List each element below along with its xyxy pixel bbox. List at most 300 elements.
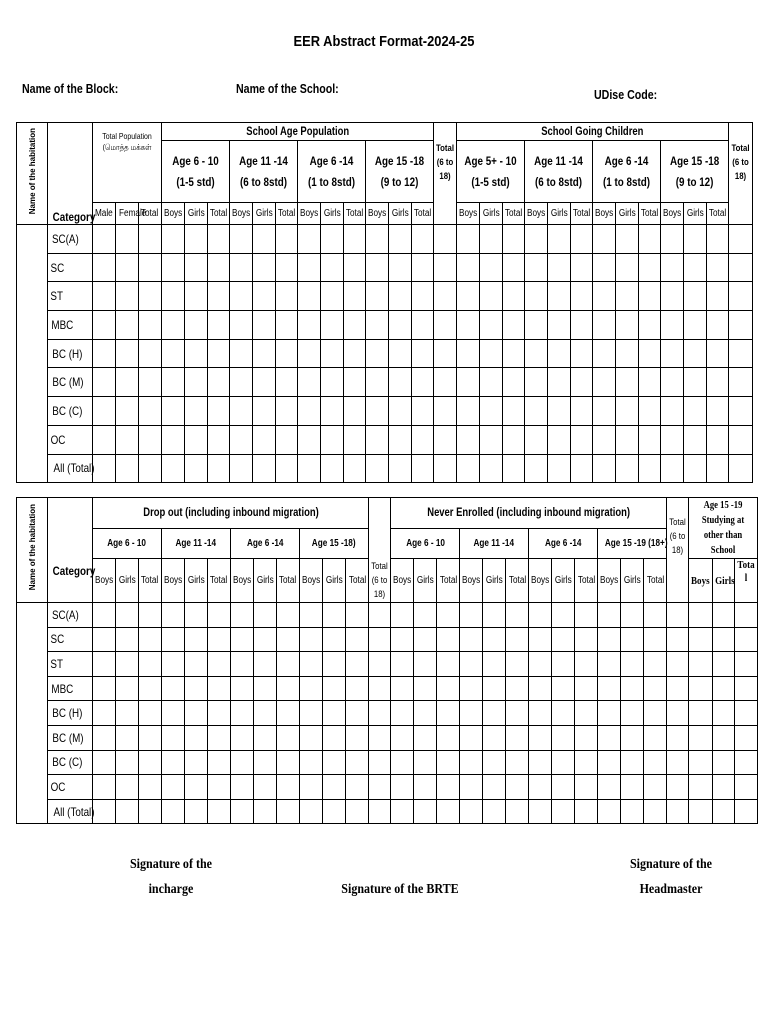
data-cell (321, 425, 344, 454)
data-cell (276, 282, 298, 311)
data-cell (684, 311, 707, 340)
data-cell (300, 701, 323, 726)
data-cell (277, 676, 300, 701)
data-cell (139, 775, 162, 800)
data-cell (460, 676, 483, 701)
category-header: Category (48, 498, 93, 603)
data-cell (548, 225, 571, 254)
data-cell (593, 454, 616, 483)
data-cell (480, 282, 503, 311)
data-cell (460, 750, 483, 775)
data-cell (644, 701, 667, 726)
data-cell (391, 750, 414, 775)
data-cell (162, 652, 185, 677)
data-cell (689, 725, 713, 750)
data-cell (412, 454, 434, 483)
data-cell (231, 652, 254, 677)
girls-header: Girls (116, 559, 139, 603)
data-cell (369, 775, 391, 800)
female-header: Female (116, 203, 139, 225)
table-row (17, 652, 758, 677)
data-cell (483, 627, 506, 652)
data-cell (93, 725, 116, 750)
data-cell (208, 311, 230, 340)
data-cell (389, 368, 412, 397)
data-cell (457, 253, 480, 282)
data-cell (729, 454, 753, 483)
category-cell: BC (H) (48, 701, 93, 726)
data-cell (575, 775, 598, 800)
data-cell (457, 425, 480, 454)
data-cell (667, 750, 689, 775)
data-cell (598, 701, 621, 726)
data-cell (644, 627, 667, 652)
data-cell (162, 282, 185, 311)
data-cell (437, 775, 460, 800)
data-cell (644, 725, 667, 750)
data-cell (457, 454, 480, 483)
data-cell (571, 397, 593, 426)
data-cell (323, 676, 346, 701)
never-total-header: Total (6 to 18) (667, 498, 689, 603)
data-cell (593, 397, 616, 426)
data-cell (667, 799, 689, 824)
data-cell (344, 225, 366, 254)
data-cell (162, 603, 185, 628)
data-cell (389, 282, 412, 311)
habitation-header: Name of the habitation (17, 123, 48, 225)
boys-header: Boys (529, 559, 552, 603)
data-cell (552, 652, 575, 677)
girls-header: Girls (321, 203, 344, 225)
data-cell (661, 425, 684, 454)
category-cell: All (Total) (48, 799, 93, 824)
data-cell (548, 425, 571, 454)
data-cell (208, 799, 231, 824)
data-cell (525, 425, 548, 454)
data-cell (369, 603, 391, 628)
data-cell (230, 253, 253, 282)
data-cell (480, 368, 503, 397)
data-cell (300, 799, 323, 824)
dropout-table (16, 497, 758, 824)
data-cell (276, 397, 298, 426)
never-age-group-header: Age 6 - 10 (391, 528, 460, 559)
data-cell (457, 311, 480, 340)
data-cell (713, 701, 735, 726)
data-cell (575, 627, 598, 652)
data-cell (139, 311, 162, 340)
data-cell (434, 339, 457, 368)
data-cell (116, 627, 139, 652)
data-cell (506, 701, 529, 726)
girls-header: Girls (323, 559, 346, 603)
data-cell (414, 652, 437, 677)
data-cell (253, 425, 276, 454)
data-cell (707, 253, 729, 282)
data-cell (639, 425, 661, 454)
data-cell (321, 454, 344, 483)
data-cell (529, 799, 552, 824)
data-cell (277, 799, 300, 824)
data-cell (506, 603, 529, 628)
data-cell (254, 799, 277, 824)
data-cell (162, 627, 185, 652)
total-header: Total (139, 559, 162, 603)
data-cell (389, 454, 412, 483)
data-cell (684, 454, 707, 483)
data-cell (525, 311, 548, 340)
data-cell (391, 701, 414, 726)
data-cell (506, 627, 529, 652)
data-cell (208, 397, 230, 426)
data-cell (185, 311, 208, 340)
girls-header: Girls (414, 559, 437, 603)
data-cell (346, 652, 369, 677)
data-cell (230, 397, 253, 426)
data-cell (621, 799, 644, 824)
table-row (17, 676, 758, 701)
data-cell (525, 225, 548, 254)
data-cell (254, 627, 277, 652)
data-cell (689, 775, 713, 800)
data-cell (621, 627, 644, 652)
male-header: Male (93, 203, 116, 225)
data-cell (230, 282, 253, 311)
data-cell (735, 750, 758, 775)
data-cell (480, 425, 503, 454)
data-cell (231, 799, 254, 824)
data-cell (707, 454, 729, 483)
data-cell (185, 397, 208, 426)
data-cell (276, 311, 298, 340)
data-cell (344, 425, 366, 454)
data-cell (208, 225, 230, 254)
table-row (17, 339, 753, 368)
data-cell (437, 603, 460, 628)
data-cell (323, 627, 346, 652)
data-cell (506, 750, 529, 775)
girls-header: Girls (684, 203, 707, 225)
data-cell (253, 397, 276, 426)
data-cell (389, 225, 412, 254)
data-cell (208, 368, 230, 397)
data-cell (185, 339, 208, 368)
data-cell (503, 225, 525, 254)
data-cell (93, 750, 116, 775)
data-cell (593, 368, 616, 397)
data-cell (369, 701, 391, 726)
girls-header: Girls (483, 559, 506, 603)
data-cell (139, 725, 162, 750)
data-cell (480, 253, 503, 282)
data-cell (93, 652, 116, 677)
data-cell (412, 368, 434, 397)
data-cell (366, 397, 389, 426)
data-cell (414, 676, 437, 701)
data-cell (139, 282, 162, 311)
data-cell (661, 339, 684, 368)
data-cell (412, 339, 434, 368)
data-cell (460, 799, 483, 824)
data-cell (729, 225, 753, 254)
data-cell (575, 701, 598, 726)
data-cell (621, 750, 644, 775)
data-cell (139, 652, 162, 677)
data-cell (548, 282, 571, 311)
girls-header: Girls (253, 203, 276, 225)
data-cell (369, 652, 391, 677)
data-cell (254, 775, 277, 800)
data-cell (616, 225, 639, 254)
data-cell (735, 676, 758, 701)
data-cell (366, 454, 389, 483)
data-cell (162, 750, 185, 775)
data-cell (713, 799, 735, 824)
data-cell (525, 397, 548, 426)
data-cell (93, 397, 116, 426)
data-cell (689, 799, 713, 824)
data-cell (529, 701, 552, 726)
data-cell (529, 652, 552, 677)
data-cell (389, 253, 412, 282)
category-cell: BC (M) (48, 725, 93, 750)
data-cell (707, 282, 729, 311)
total-population-header: Total Population (மொத்த மக்கள் (93, 123, 162, 203)
data-cell (713, 725, 735, 750)
data-cell (616, 397, 639, 426)
table-row (17, 603, 758, 628)
total-header: Total (575, 559, 598, 603)
data-cell (346, 627, 369, 652)
total-header: Total (208, 559, 231, 603)
data-cell (230, 425, 253, 454)
data-cell (412, 225, 434, 254)
data-cell (437, 676, 460, 701)
data-cell (231, 725, 254, 750)
sap-age-group-header: Age 6 - 10 (1-5 std) (162, 141, 230, 203)
data-cell (93, 603, 116, 628)
girls-header: Girls (713, 559, 735, 603)
data-cell (323, 725, 346, 750)
data-cell (661, 225, 684, 254)
total-header: Total (276, 203, 298, 225)
data-cell (93, 368, 116, 397)
data-cell (208, 676, 231, 701)
data-cell (503, 339, 525, 368)
data-cell (457, 368, 480, 397)
data-cell (139, 397, 162, 426)
data-cell (116, 425, 139, 454)
data-cell (230, 454, 253, 483)
data-cell (253, 225, 276, 254)
data-cell (503, 397, 525, 426)
data-cell (434, 425, 457, 454)
data-cell (139, 750, 162, 775)
data-cell (300, 775, 323, 800)
data-cell (548, 454, 571, 483)
table-row (17, 454, 753, 483)
data-cell (667, 701, 689, 726)
data-cell (713, 627, 735, 652)
dropout-header: Drop out (including inbound migration) (93, 498, 369, 529)
data-cell (208, 454, 230, 483)
data-cell (598, 627, 621, 652)
data-cell (480, 454, 503, 483)
data-cell (713, 676, 735, 701)
data-cell (661, 282, 684, 311)
data-cell (529, 725, 552, 750)
sap-total-header: Total (6 to 18) (434, 123, 457, 203)
data-cell (116, 701, 139, 726)
data-cell (729, 368, 753, 397)
data-cell (735, 725, 758, 750)
category-cell: SC (48, 253, 93, 282)
data-cell (480, 225, 503, 254)
dropout-total-header: Total (6 to 18) (369, 498, 391, 603)
data-cell (414, 725, 437, 750)
data-cell (298, 339, 321, 368)
data-cell (346, 676, 369, 701)
data-cell (593, 253, 616, 282)
data-cell (185, 603, 208, 628)
data-cell (414, 627, 437, 652)
data-cell (735, 652, 758, 677)
data-cell (729, 253, 753, 282)
data-cell (139, 627, 162, 652)
data-cell (684, 339, 707, 368)
data-cell (661, 311, 684, 340)
data-cell (437, 652, 460, 677)
data-cell (116, 311, 139, 340)
data-cell (414, 799, 437, 824)
data-cell (729, 311, 753, 340)
data-cell (412, 425, 434, 454)
data-cell (254, 652, 277, 677)
data-cell (483, 701, 506, 726)
data-cell (231, 775, 254, 800)
data-cell (506, 799, 529, 824)
incharge-signature: Signature of the incharge (129, 857, 213, 897)
data-cell (139, 225, 162, 254)
data-cell (344, 397, 366, 426)
data-cell (460, 701, 483, 726)
data-cell (735, 799, 758, 824)
data-cell (684, 282, 707, 311)
boys-header: Boys (231, 559, 254, 603)
data-cell (483, 676, 506, 701)
data-cell (389, 339, 412, 368)
data-cell (344, 454, 366, 483)
data-cell (689, 652, 713, 677)
data-cell (253, 311, 276, 340)
girls-header: Girls (548, 203, 571, 225)
data-cell (298, 425, 321, 454)
data-cell (689, 750, 713, 775)
data-cell (506, 775, 529, 800)
data-cell (729, 425, 753, 454)
category-cell: OC (48, 775, 93, 800)
boys-header: Boys (298, 203, 321, 225)
girls-header: Girls (185, 559, 208, 603)
data-cell (185, 253, 208, 282)
data-cell (185, 725, 208, 750)
girls-header: Girls (616, 203, 639, 225)
data-cell (277, 725, 300, 750)
data-cell (684, 225, 707, 254)
data-cell (139, 425, 162, 454)
data-cell (254, 603, 277, 628)
total-header: Total (639, 203, 661, 225)
total-header: Total (139, 203, 162, 225)
sgc-total-cell (729, 203, 753, 225)
data-cell (639, 282, 661, 311)
data-cell (254, 701, 277, 726)
data-cell (323, 603, 346, 628)
data-cell (231, 603, 254, 628)
data-cell (644, 799, 667, 824)
data-cell (116, 339, 139, 368)
data-cell (616, 253, 639, 282)
data-cell (391, 775, 414, 800)
data-cell (230, 225, 253, 254)
data-cell (162, 253, 185, 282)
data-cell (644, 603, 667, 628)
data-cell (139, 454, 162, 483)
data-cell (116, 253, 139, 282)
data-cell (571, 282, 593, 311)
data-cell (621, 676, 644, 701)
data-cell (503, 368, 525, 397)
data-cell (344, 368, 366, 397)
data-cell (667, 603, 689, 628)
girls-header: Girls (552, 559, 575, 603)
total-header: Total (344, 203, 366, 225)
data-cell (575, 799, 598, 824)
data-cell (713, 603, 735, 628)
data-cell (162, 799, 185, 824)
category-cell: SC (48, 627, 93, 652)
data-cell (412, 253, 434, 282)
data-cell (480, 311, 503, 340)
data-cell (277, 603, 300, 628)
data-cell (276, 225, 298, 254)
data-cell (575, 725, 598, 750)
data-cell (298, 397, 321, 426)
data-cell (116, 775, 139, 800)
data-cell (460, 652, 483, 677)
data-cell (253, 253, 276, 282)
data-cell (667, 652, 689, 677)
data-cell (298, 282, 321, 311)
data-cell (621, 652, 644, 677)
data-cell (735, 627, 758, 652)
data-cell (503, 253, 525, 282)
data-cell (277, 750, 300, 775)
studying-other-header: Age 15 -19 Studying at other than School (689, 498, 758, 559)
data-cell (366, 282, 389, 311)
data-cell (644, 775, 667, 800)
data-cell (300, 627, 323, 652)
data-cell (575, 676, 598, 701)
data-cell (644, 676, 667, 701)
data-cell (414, 775, 437, 800)
school-name-label: Name of the School: (236, 82, 339, 96)
category-cell: BC (M) (48, 368, 93, 397)
data-cell (598, 725, 621, 750)
data-cell (460, 603, 483, 628)
sgc-age-group-header: Age 6 -14 (1 to 8std) (593, 141, 661, 203)
